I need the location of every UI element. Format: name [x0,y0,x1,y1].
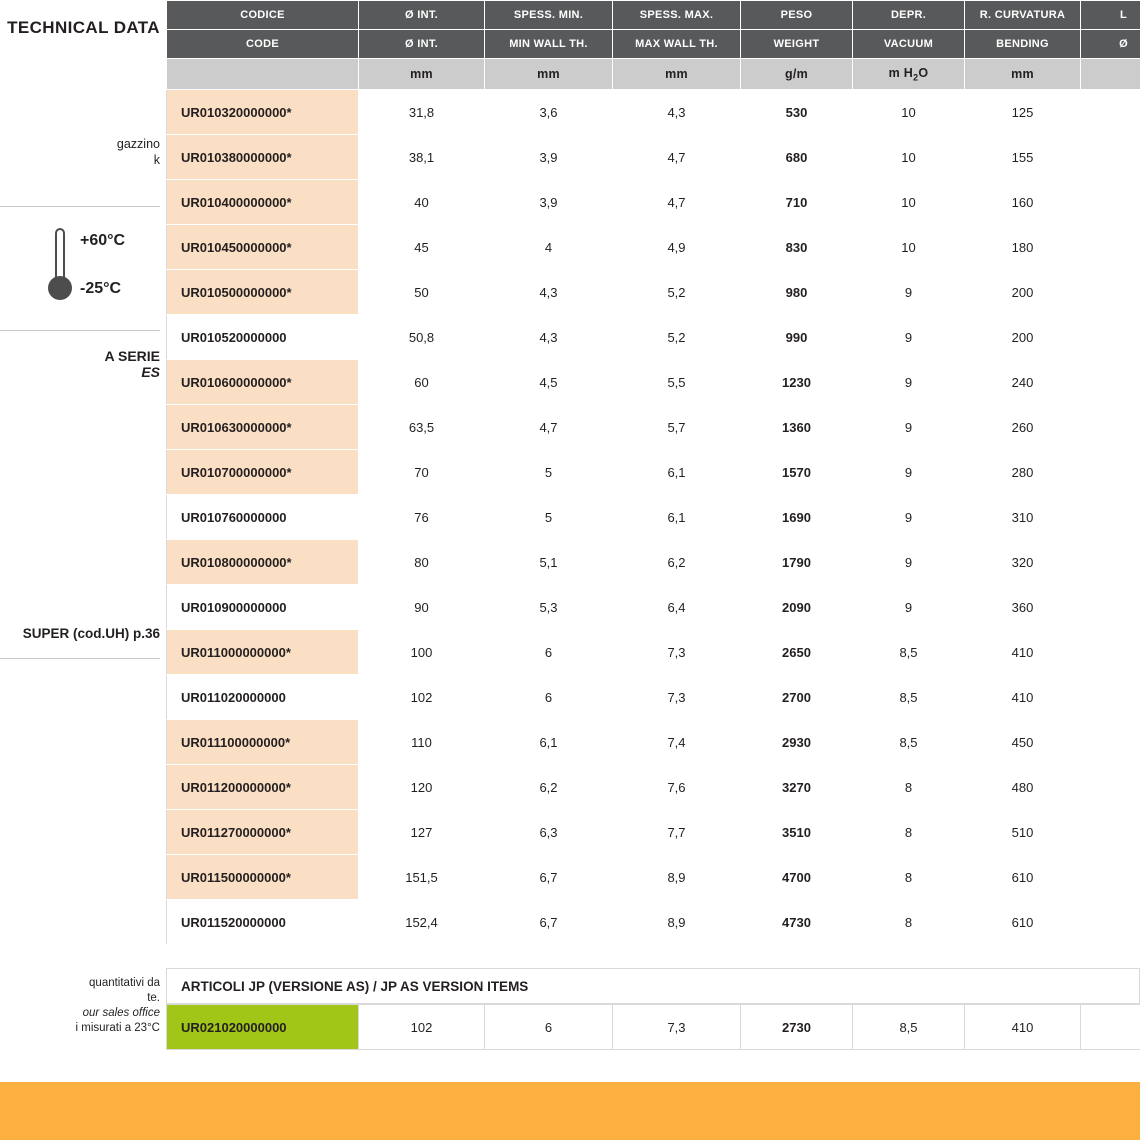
cell-max-wall: 5,7 [613,405,741,450]
cell-diam-int: 45 [359,225,485,270]
unit-code [167,59,359,90]
note-line: te. [147,992,160,1004]
stock-block [0,136,166,168]
unit-vacuum-pre: m H [888,65,914,80]
col-header-spess-min: SPESS. MIN. [485,1,613,30]
page-title: TECHNICAL DATA [7,18,160,37]
temperature-min: -25°C [80,280,122,297]
cell-vacuum: 8,5 [853,675,965,720]
cell-min-wall: 3,9 [485,180,613,225]
cell-extra [1081,405,1140,450]
cell-weight: 2090 [741,585,853,630]
cell-min-wall: 5,3 [485,585,613,630]
jp-table-body [167,1005,1140,1050]
cell-max-wall: 7,3 [613,630,741,675]
unit-vacuum [853,59,965,90]
thermometer-icon [46,228,72,310]
cell-min-wall: 3,6 [485,90,613,135]
table-row [167,495,1140,540]
cell-extra [1081,450,1140,495]
cell-vacuum: 9 [853,360,965,405]
cell-vacuum: 9 [853,585,965,630]
cell-bending: 480 [965,765,1081,810]
cell-diam-int: 102 [359,675,485,720]
cell-bending: 160 [965,180,1081,225]
col-header-r-curvatura: R. CURVATURA [965,1,1081,30]
table-row [167,225,1140,270]
cell-diam-int: 80 [359,540,485,585]
cell-max-wall: 6,1 [613,450,741,495]
col-header-max-wall-th: MAX WALL TH. [613,30,741,59]
cell-bending: 450 [965,720,1081,765]
col-header-min-wall-th: MIN WALL TH. [485,30,613,59]
jp-items-section [166,968,1140,1050]
super-reference-block [0,626,166,642]
cell-weight: 1230 [741,360,853,405]
cell-min-wall: 6 [485,1005,613,1050]
cell-weight: 3270 [741,765,853,810]
header-row-it [167,1,1140,30]
cell-weight: 990 [741,315,853,360]
cell-weight: 2930 [741,720,853,765]
cell-max-wall: 6,2 [613,540,741,585]
cell-max-wall: 7,6 [613,765,741,810]
table-row [167,315,1140,360]
table-row [167,585,1140,630]
note-line: our sales office [82,1007,160,1019]
cell-min-wall: 6 [485,675,613,720]
cell-min-wall: 6,2 [485,765,613,810]
header-row-units [167,59,1140,90]
cell-extra [1081,270,1140,315]
cell-max-wall: 7,4 [613,720,741,765]
cell-min-wall: 6,3 [485,810,613,855]
cell-bending: 240 [965,360,1081,405]
jp-section-title: ARTICOLI JP (VERSIONE AS) / JP AS VERSION ITEMS [166,968,1140,1004]
cell-weight: 680 [741,135,853,180]
cell-max-wall: 4,9 [613,225,741,270]
cell-min-wall: 4,7 [485,405,613,450]
cell-bending: 280 [965,450,1081,495]
cell-code: UR011500000000* [167,855,359,900]
cell-bending: 155 [965,135,1081,180]
cell-max-wall: 4,7 [613,180,741,225]
cell-weight: 1790 [741,540,853,585]
temperature-max: +60°C [80,232,126,249]
cell-diam-int: 151,5 [359,855,485,900]
table-row [167,720,1140,765]
cell-extra [1081,135,1140,180]
cell-bending: 200 [965,315,1081,360]
stock-line-2: k [153,153,160,167]
cell-vacuum: 9 [853,450,965,495]
temperature-range-block [0,222,166,312]
cell-weight: 2650 [741,630,853,675]
cell-min-wall: 4 [485,225,613,270]
cell-extra [1081,180,1140,225]
cell-extra [1081,360,1140,405]
cell-code: UR010700000000* [167,450,359,495]
unit-vacuum-sub: 2 [913,72,919,83]
cell-max-wall: 7,3 [613,1005,741,1050]
cell-vacuum: 8,5 [853,1005,965,1050]
cell-extra [1081,540,1140,585]
cell-weight: 4730 [741,900,853,945]
cell-weight: 830 [741,225,853,270]
cell-weight: 1690 [741,495,853,540]
cell-extra [1081,315,1140,360]
header-row-en [167,30,1140,59]
cell-vacuum: 10 [853,90,965,135]
cell-code: UR010600000000* [167,360,359,405]
table-row [167,855,1140,900]
cell-code: UR010760000000 [167,495,359,540]
cell-extra [1081,855,1140,900]
cell-min-wall: 6,7 [485,900,613,945]
cell-min-wall: 6,7 [485,855,613,900]
cell-max-wall: 5,2 [613,270,741,315]
unit-weight: g/m [741,59,853,90]
cell-max-wall: 4,3 [613,90,741,135]
cell-max-wall: 7,3 [613,675,741,720]
table-row [167,270,1140,315]
cell-code: UR010900000000 [167,585,359,630]
unit-min-wall: mm [485,59,613,90]
cell-diam-int: 110 [359,720,485,765]
cell-weight: 2730 [741,1005,853,1050]
technical-data-table [166,0,1140,945]
cell-extra [1081,900,1140,945]
cell-bending: 180 [965,225,1081,270]
technical-data-header [0,0,166,56]
cell-code: UR021020000000 [167,1005,359,1050]
cell-extra [1081,1005,1140,1050]
cell-code: UR011270000000* [167,810,359,855]
col-header-vacuum: VACUUM [853,30,965,59]
cell-extra [1081,585,1140,630]
col-header-weight: WEIGHT [741,30,853,59]
table-row [167,135,1140,180]
col-header-diam-en: Ø [1081,30,1140,59]
cell-extra [1081,630,1140,675]
cell-vacuum: 9 [853,270,965,315]
cell-vacuum: 10 [853,180,965,225]
cell-bending: 260 [965,405,1081,450]
cell-extra [1081,90,1140,135]
cell-bending: 125 [965,90,1081,135]
stock-line-1: gazzino [116,137,160,151]
unit-bending: mm [965,59,1081,90]
cell-bending: 310 [965,495,1081,540]
unit-last [1081,59,1140,90]
cell-code: UR011000000000* [167,630,359,675]
cell-min-wall: 4,3 [485,270,613,315]
col-header-bending: BENDING [965,30,1081,59]
cell-bending: 410 [965,675,1081,720]
cell-code: UR010520000000 [167,315,359,360]
cell-extra [1081,495,1140,540]
cell-bending: 610 [965,900,1081,945]
unit-max-wall: mm [613,59,741,90]
table-head [167,1,1140,90]
cell-vacuum: 8 [853,810,965,855]
table-row [167,765,1140,810]
cell-code: UR010380000000* [167,135,359,180]
cell-max-wall: 5,5 [613,360,741,405]
col-header-diam-int-en: Ø INT. [359,30,485,59]
table-row [167,810,1140,855]
jp-table-row [167,1005,1140,1050]
cell-max-wall: 6,4 [613,585,741,630]
cell-vacuum: 8,5 [853,720,965,765]
cell-diam-int: 102 [359,1005,485,1050]
divider-2 [0,330,160,331]
cell-max-wall: 4,7 [613,135,741,180]
cell-diam-int: 60 [359,360,485,405]
cell-min-wall: 5 [485,495,613,540]
col-header-codice: CODICE [167,1,359,30]
divider-3 [0,658,160,659]
note-line: quantitativi da [89,977,160,989]
cell-diam-int: 63,5 [359,405,485,450]
cell-vacuum: 9 [853,315,965,360]
cell-extra [1081,765,1140,810]
cell-vacuum: 9 [853,540,965,585]
cell-weight: 530 [741,90,853,135]
table-row [167,180,1140,225]
cell-extra [1081,675,1140,720]
table-row [167,900,1140,945]
cell-code: UR010800000000* [167,540,359,585]
col-header-spess-max: SPESS. MAX. [613,1,741,30]
col-header-depr: DEPR. [853,1,965,30]
cell-code: UR010400000000* [167,180,359,225]
cell-code: UR011520000000 [167,900,359,945]
table-row [167,540,1140,585]
cell-diam-int: 31,8 [359,90,485,135]
cell-diam-int: 50 [359,270,485,315]
cell-weight: 4700 [741,855,853,900]
cell-min-wall: 4,5 [485,360,613,405]
cell-extra [1081,225,1140,270]
cell-max-wall: 8,9 [613,900,741,945]
col-header-diam-int-it: Ø INT. [359,1,485,30]
cell-min-wall: 6 [485,630,613,675]
table-body [167,90,1140,945]
cell-vacuum: 8 [853,855,965,900]
notes-block [0,976,166,1036]
series-line-it: A SERIE [104,348,160,364]
cell-bending: 510 [965,810,1081,855]
cell-min-wall: 5 [485,450,613,495]
col-header-code: CODE [167,30,359,59]
cell-diam-int: 40 [359,180,485,225]
cell-weight: 1360 [741,405,853,450]
cell-bending: 320 [965,540,1081,585]
cell-min-wall: 5,1 [485,540,613,585]
cell-diam-int: 76 [359,495,485,540]
cell-code: UR010500000000* [167,270,359,315]
table-row [167,675,1140,720]
cell-code: UR011200000000* [167,765,359,810]
cell-code: UR010630000000* [167,405,359,450]
cell-max-wall: 6,1 [613,495,741,540]
unit-vacuum-post: O [918,65,929,80]
cell-max-wall: 7,7 [613,810,741,855]
col-header-l-it: L [1081,1,1140,30]
table-row [167,450,1140,495]
cell-vacuum: 10 [853,225,965,270]
cell-diam-int: 38,1 [359,135,485,180]
cell-extra [1081,720,1140,765]
cell-code: UR010320000000* [167,90,359,135]
cell-code: UR010450000000* [167,225,359,270]
technical-data-main [166,0,1140,1140]
cell-vacuum: 8,5 [853,630,965,675]
cell-code: UR011100000000* [167,720,359,765]
cell-bending: 360 [965,585,1081,630]
cell-weight: 980 [741,270,853,315]
cell-vacuum: 8 [853,900,965,945]
cell-weight: 2700 [741,675,853,720]
cell-diam-int: 127 [359,810,485,855]
table-row [167,405,1140,450]
cell-vacuum: 8 [853,765,965,810]
cell-min-wall: 4,3 [485,315,613,360]
cell-diam-int: 152,4 [359,900,485,945]
jp-items-table [166,1004,1140,1050]
cell-min-wall: 6,1 [485,720,613,765]
cell-diam-int: 120 [359,765,485,810]
super-reference-label: SUPER (cod.UH) p.36 [22,626,160,641]
cell-min-wall: 3,9 [485,135,613,180]
cell-weight: 1570 [741,450,853,495]
cell-vacuum: 9 [853,405,965,450]
note-line: i misurati a 23°C [75,1022,160,1034]
cell-diam-int: 90 [359,585,485,630]
cell-diam-int: 70 [359,450,485,495]
cell-bending: 610 [965,855,1081,900]
cell-bending: 200 [965,270,1081,315]
table-row [167,360,1140,405]
cell-weight: 710 [741,180,853,225]
cell-bending: 410 [965,630,1081,675]
col-header-peso: PESO [741,1,853,30]
cell-diam-int: 100 [359,630,485,675]
left-info-panel [0,0,166,1140]
series-line-en: ES [141,364,160,380]
unit-diam-int: mm [359,59,485,90]
cell-weight: 3510 [741,810,853,855]
cell-bending: 410 [965,1005,1081,1050]
cell-code: UR011020000000 [167,675,359,720]
series-block [0,348,166,380]
cell-vacuum: 9 [853,495,965,540]
cell-diam-int: 50,8 [359,315,485,360]
cell-extra [1081,810,1140,855]
cell-vacuum: 10 [853,135,965,180]
divider-1 [0,206,160,207]
table-row [167,90,1140,135]
cell-max-wall: 5,2 [613,315,741,360]
cell-max-wall: 8,9 [613,855,741,900]
table-row [167,630,1140,675]
